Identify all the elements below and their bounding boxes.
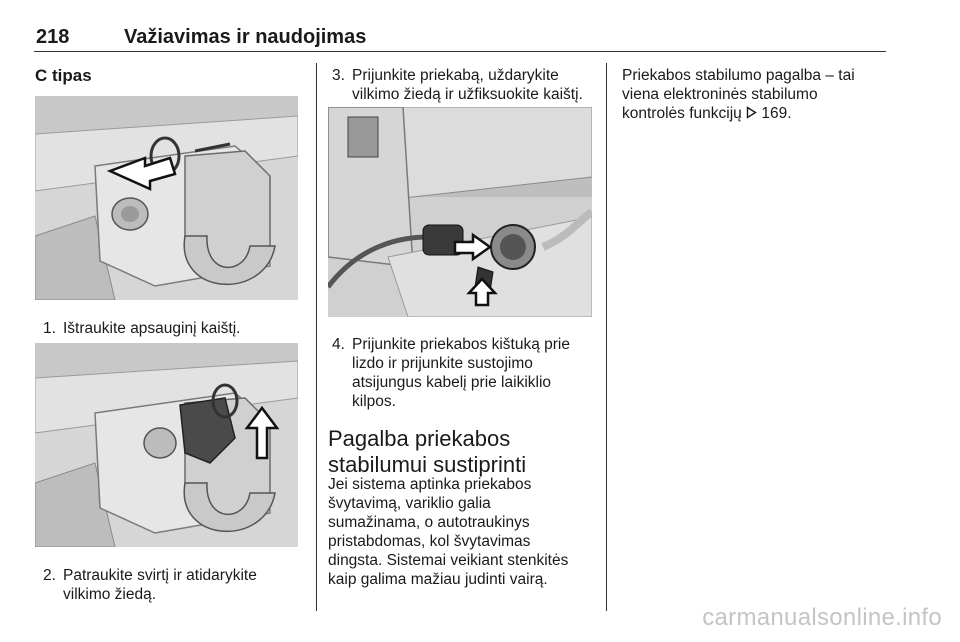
step-3 — [332, 66, 604, 106]
step-1-number: 1. — [43, 320, 56, 337]
page-reference-icon[interactable] — [746, 105, 757, 124]
towing-hook-illustration-2 — [35, 343, 298, 547]
trailer-socket-illustration — [328, 107, 592, 317]
header-rule — [34, 51, 886, 52]
step-2-text-line-2: vilkimo žiedą. — [63, 586, 157, 603]
body-line-3: sumažinama, o autotraukinys — [328, 514, 530, 531]
step-4-text-line-3: atsijungus kabelį prie laikiklio — [352, 374, 552, 391]
section-heading — [328, 426, 603, 478]
note-line-1: Priekabos stabilumo pagalba – tai — [622, 67, 855, 84]
running-title: Važiavimas ir naudojimas — [124, 26, 367, 48]
step-1-text: Ištraukite apsauginį kaištį. — [63, 320, 241, 337]
step-4-text-line-1: Prijunkite priekabos kištuką prie — [352, 336, 570, 353]
page-number: 218 — [36, 26, 70, 48]
body-line-1: Jei sistema aptinka priekabos — [328, 476, 532, 493]
body-line-6: kaip galima mažiau judinti vairą. — [328, 571, 548, 588]
stability-note — [622, 66, 886, 124]
body-line-2: švytavimą, variklio galia — [328, 495, 491, 512]
column-divider-2 — [606, 63, 607, 611]
towing-hook-illustration-1 — [35, 96, 298, 300]
body-line-4: pristabdomas, kol švytavimas — [328, 533, 531, 550]
section-label: C tipas — [35, 66, 92, 85]
note-line-3 — [622, 104, 886, 124]
step-2 — [43, 566, 313, 606]
step-3-text-line-2: vilkimo žiedą ir užfiksuokite kaištį. — [352, 86, 583, 103]
page-reference-number[interactable]: 169. — [761, 105, 792, 122]
step-2-text-line-1: Patraukite svirtį ir atidarykite — [63, 567, 257, 584]
body-line-5: dingsta. Sistemai veikiant stenkitės — [328, 552, 569, 569]
step-4-number: 4. — [332, 336, 345, 353]
step-2-number: 2. — [43, 567, 56, 584]
step-1 — [43, 319, 313, 339]
column-divider-1 — [316, 63, 317, 611]
section-heading-line-2: stabilumui sustiprinti — [328, 452, 527, 477]
step-4-text-line-4: kilpos. — [352, 393, 396, 410]
step-4-text-line-2: lizdo ir prijunkite sustojimo — [352, 355, 533, 372]
section-body — [328, 475, 604, 589]
section-heading-line-1: Pagalba priekabos — [328, 426, 511, 451]
step-3-text-line-1: Prijunkite priekabą, uždarykite — [352, 67, 559, 84]
step-4 — [332, 335, 604, 415]
step-3-number: 3. — [332, 67, 345, 84]
note-line-3-text: kontrolės funkcijų — [622, 105, 742, 122]
note-line-2: viena elektroninės stabilumo — [622, 86, 818, 103]
watermark-text: carmanualsonline.info — [702, 604, 942, 631]
